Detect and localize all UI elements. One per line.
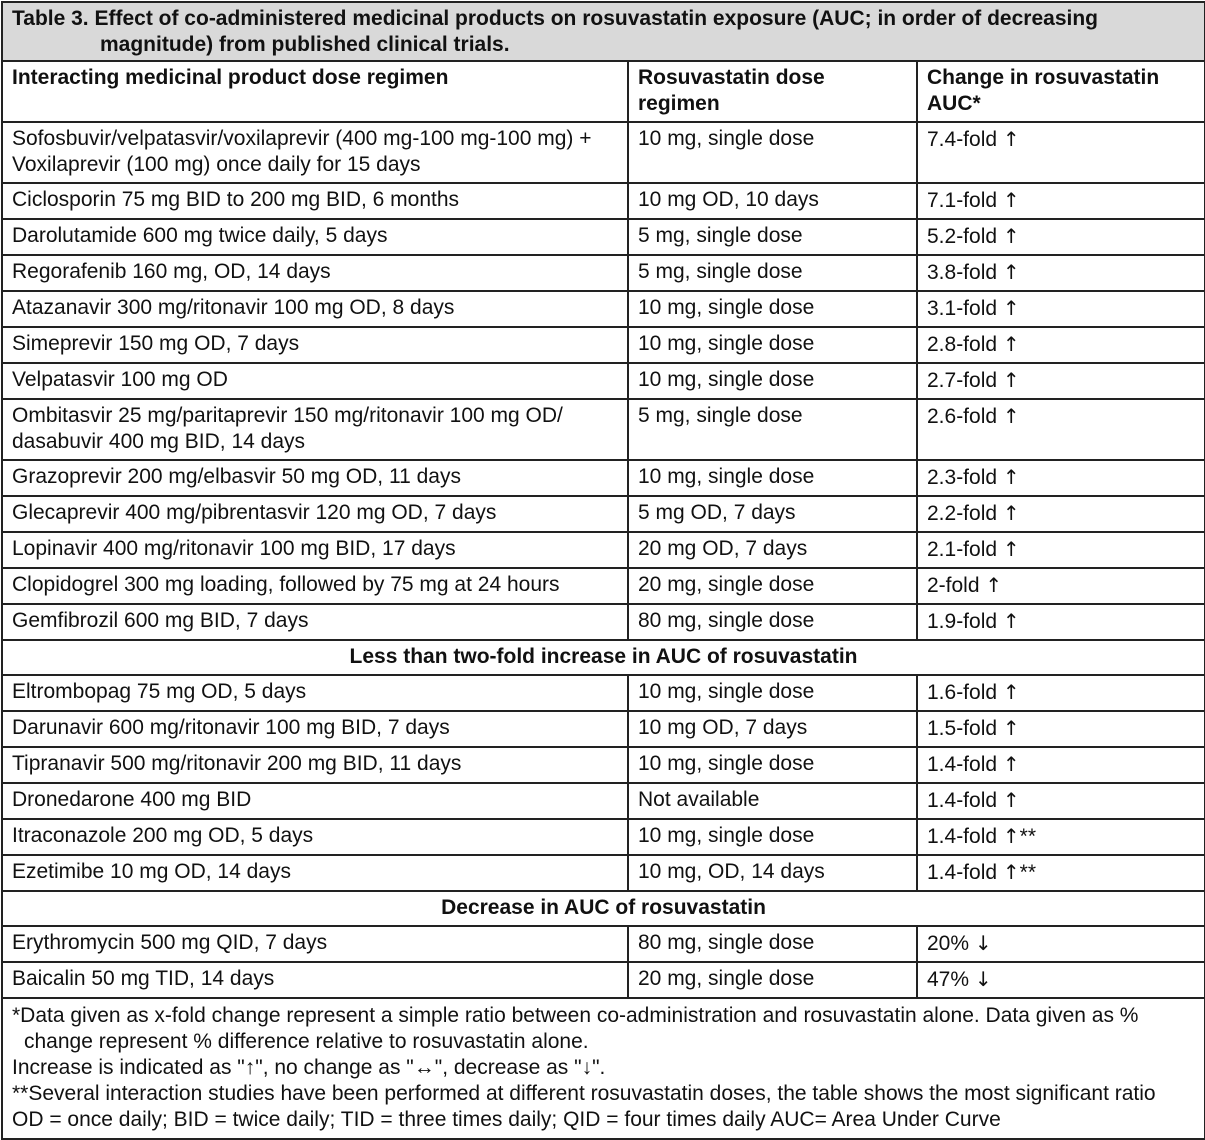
arrow-up-icon: ↑ xyxy=(1002,296,1020,320)
cell-dose: 80 mg, single dose xyxy=(628,604,917,640)
cell-product: Tipranavir 500 mg/ritonavir 200 mg BID, 11 days xyxy=(2,747,628,783)
cell-dose: 10 mg, single dose xyxy=(628,747,917,783)
cell-dose: 5 mg, single dose xyxy=(628,255,917,291)
cell-change xyxy=(917,819,1205,855)
section-less-than-two-fold xyxy=(2,640,1205,675)
table-caption-row xyxy=(2,2,1205,61)
cell-product: Lopinavir 400 mg/ritonavir 100 mg BID, 17 days xyxy=(2,532,628,568)
table-row xyxy=(2,496,1205,532)
arrow-up-icon: ↑ xyxy=(985,573,1003,597)
change-value: 2.6-fold xyxy=(927,405,998,428)
table-row xyxy=(2,255,1205,291)
change-value: 2.7-fold xyxy=(927,369,998,392)
change-value: 5.2-fold xyxy=(927,225,998,248)
cell-change xyxy=(917,496,1205,532)
cell-change xyxy=(917,532,1205,568)
change-value: 2.3-fold xyxy=(927,466,998,489)
cell-product: Eltrombopag 75 mg OD, 5 days xyxy=(2,675,628,711)
arrow-up-icon: ↑ xyxy=(1002,680,1020,704)
cell-product: Clopidogrel 300 mg loading, followed by 75 mg at 24 hours xyxy=(2,568,628,604)
arrow-up-icon: ↑ xyxy=(1002,465,1020,489)
group-decrease xyxy=(2,926,1205,998)
footnote-abbreviations: OD = once daily; BID = twice daily; TID = three times daily; QID = four times daily AUC= Area Under Curve xyxy=(12,1108,1001,1131)
change-value: 47% xyxy=(927,968,970,991)
change-value: 1.9-fold xyxy=(927,610,998,633)
cell-change xyxy=(917,363,1205,399)
arrow-up-icon: ↑ xyxy=(1002,404,1020,428)
cell-dose: 5 mg, single dose xyxy=(628,219,917,255)
change-value: 1.4-fold xyxy=(927,753,998,776)
cell-change xyxy=(917,747,1205,783)
table-row xyxy=(2,711,1205,747)
table-row xyxy=(2,675,1205,711)
cell-dose: 10 mg, single dose xyxy=(628,363,917,399)
cell-product: Darunavir 600 mg/ritonavir 100 mg BID, 7 days xyxy=(2,711,628,747)
arrow-up-icon: ↑ xyxy=(1002,188,1020,212)
table-row xyxy=(2,962,1205,998)
cell-product: Regorafenib 160 mg, OD, 14 days xyxy=(2,255,628,291)
cell-dose: 10 mg, single dose xyxy=(628,291,917,327)
cell-product: Ezetimibe 10 mg OD, 14 days xyxy=(2,855,628,891)
change-value: 1.6-fold xyxy=(927,681,998,704)
cell-change xyxy=(917,962,1205,998)
section-title: Decrease in AUC of rosuvastatin xyxy=(2,891,1205,926)
table-row xyxy=(2,855,1205,891)
cell-change xyxy=(917,926,1205,962)
arrow-down-icon: ↓ xyxy=(974,931,992,955)
header-product: Interacting medicinal product dose regimen xyxy=(2,61,628,122)
table-row xyxy=(2,926,1205,962)
cell-product: Simeprevir 150 mg OD, 7 days xyxy=(2,327,628,363)
cell-dose: 20 mg, single dose xyxy=(628,568,917,604)
footnote-arrows: Increase is indicated as "↑", no change as "↔", decrease as "↓". xyxy=(12,1056,606,1079)
table-row xyxy=(2,819,1205,855)
cell-dose: 5 mg, single dose xyxy=(628,399,917,460)
change-value: 3.8-fold xyxy=(927,261,998,284)
change-value: 7.1-fold xyxy=(927,189,998,212)
cell-change xyxy=(917,255,1205,291)
caption-text: Table 3. Effect of co-administered medicinal products on rosuvastatin exposure (AUC; in order of decreasing magnitude) from published clinical trials. xyxy=(12,7,1098,56)
section-row xyxy=(2,891,1205,926)
section-title: Less than two-fold increase in AUC of rosuvastatin xyxy=(2,640,1205,675)
change-value: 2.1-fold xyxy=(927,538,998,561)
arrow-up-icon: ↑ xyxy=(1002,788,1020,812)
change-value: 2.2-fold xyxy=(927,502,998,525)
arrow-up-icon: ↑ xyxy=(1002,860,1020,884)
cell-product: Gemfibrozil 600 mg BID, 7 days xyxy=(2,604,628,640)
cell-product: Darolutamide 600 mg twice daily, 5 days xyxy=(2,219,628,255)
cell-dose: 5 mg OD, 7 days xyxy=(628,496,917,532)
table-row xyxy=(2,604,1205,640)
arrow-up-icon: ↑ xyxy=(1002,368,1020,392)
cell-dose: 10 mg OD, 7 days xyxy=(628,711,917,747)
table-row xyxy=(2,783,1205,819)
arrow-up-icon: ↑ xyxy=(1002,824,1020,848)
header-dose: Rosuvastatin dose regimen xyxy=(628,61,917,122)
cell-product: Dronedarone 400 mg BID xyxy=(2,783,628,819)
cell-change xyxy=(917,675,1205,711)
change-value: 3.1-fold xyxy=(927,297,998,320)
arrow-up-icon: ↑ xyxy=(1002,224,1020,248)
cell-dose: 10 mg, OD, 14 days xyxy=(628,855,917,891)
footnote-marker: ** xyxy=(1019,825,1037,848)
cell-dose: Not available xyxy=(628,783,917,819)
cell-product: Ciclosporin 75 mg BID to 200 mg BID, 6 months xyxy=(2,183,628,219)
arrow-up-icon: ↑ xyxy=(1002,716,1020,740)
table-row xyxy=(2,183,1205,219)
cell-dose: 10 mg, single dose xyxy=(628,122,917,183)
section-row xyxy=(2,640,1205,675)
cell-product: Erythromycin 500 mg QID, 7 days xyxy=(2,926,628,962)
arrow-up-icon: ↑ xyxy=(1002,332,1020,356)
cell-dose: 20 mg OD, 7 days xyxy=(628,532,917,568)
cell-dose: 10 mg, single dose xyxy=(628,327,917,363)
arrow-up-icon: ↑ xyxy=(1002,609,1020,633)
cell-dose: 80 mg, single dose xyxy=(628,926,917,962)
cell-change xyxy=(917,327,1205,363)
cell-product: Atazanavir 300 mg/ritonavir 100 mg OD, 8 days xyxy=(2,291,628,327)
arrow-up-icon: ↑ xyxy=(1002,537,1020,561)
cell-change xyxy=(917,399,1205,460)
change-value: 1.4-fold xyxy=(927,861,998,884)
change-value: 1.5-fold xyxy=(927,717,998,740)
group-increase xyxy=(2,122,1205,640)
table-row xyxy=(2,399,1205,460)
cell-dose: 10 mg, single dose xyxy=(628,675,917,711)
cell-product: Itraconazole 200 mg OD, 5 days xyxy=(2,819,628,855)
table-row xyxy=(2,327,1205,363)
change-value: 2.8-fold xyxy=(927,333,998,356)
cell-product: Velpatasvir 100 mg OD xyxy=(2,363,628,399)
footnotes-row xyxy=(2,998,1205,1139)
cell-product: Sofosbuvir/velpatasvir/voxilaprevir (400 mg-100 mg-100 mg) + Voxilaprevir (100 mg) once daily for 15 days xyxy=(2,122,628,183)
arrow-up-icon: ↑ xyxy=(1002,127,1020,151)
change-value: 20% xyxy=(927,932,970,955)
cell-change xyxy=(917,219,1205,255)
header-row xyxy=(2,61,1205,122)
cell-product: Baicalin 50 mg TID, 14 days xyxy=(2,962,628,998)
cell-change xyxy=(917,711,1205,747)
footnotes xyxy=(2,998,1205,1139)
cell-product: Grazoprevir 200 mg/elbasvir 50 mg OD, 11 days xyxy=(2,460,628,496)
footnote-definition: *Data given as x-fold change represent a simple ratio between co-administration and rosuvastatin alone. Data given as % change represent % difference relative to rosuvastatin alone. xyxy=(12,1004,1139,1053)
table-row xyxy=(2,219,1205,255)
cell-dose: 10 mg OD, 10 days xyxy=(628,183,917,219)
table-row xyxy=(2,363,1205,399)
table-row xyxy=(2,532,1205,568)
arrow-up-icon: ↑ xyxy=(1002,260,1020,284)
change-value: 1.4-fold xyxy=(927,789,998,812)
cell-change xyxy=(917,460,1205,496)
section-decrease xyxy=(2,891,1205,926)
cell-dose: 10 mg, single dose xyxy=(628,819,917,855)
table-row xyxy=(2,747,1205,783)
arrow-down-icon: ↓ xyxy=(974,967,992,991)
cell-change xyxy=(917,604,1205,640)
cell-dose: 10 mg, single dose xyxy=(628,460,917,496)
header-change: Change in rosuvastatin AUC* xyxy=(917,61,1205,122)
change-value: 1.4-fold xyxy=(927,825,998,848)
footnote-marker: ** xyxy=(1019,861,1037,884)
cell-product: Glecaprevir 400 mg/pibrentasvir 120 mg OD, 7 days xyxy=(2,496,628,532)
cell-product: Ombitasvir 25 mg/paritaprevir 150 mg/ritonavir 100 mg OD/ dasabuvir 400 mg BID, 14 days xyxy=(2,399,628,460)
footnote-studies: **Several interaction studies have been performed at different rosuvastatin doses, the table shows the most significant ratio xyxy=(12,1082,1156,1105)
table-row xyxy=(2,568,1205,604)
cell-change xyxy=(917,568,1205,604)
cell-change xyxy=(917,783,1205,819)
cell-change xyxy=(917,183,1205,219)
table-row xyxy=(2,291,1205,327)
change-value: 2-fold xyxy=(927,574,980,597)
cell-change xyxy=(917,855,1205,891)
interaction-table xyxy=(1,1,1205,1140)
table-caption xyxy=(2,2,1205,61)
change-value: 7.4-fold xyxy=(927,128,998,151)
group-less-than-two-fold xyxy=(2,675,1205,891)
cell-change xyxy=(917,122,1205,183)
table-row xyxy=(2,460,1205,496)
arrow-up-icon: ↑ xyxy=(1002,501,1020,525)
table-row xyxy=(2,122,1205,183)
cell-dose: 20 mg, single dose xyxy=(628,962,917,998)
arrow-up-icon: ↑ xyxy=(1002,752,1020,776)
cell-change xyxy=(917,291,1205,327)
